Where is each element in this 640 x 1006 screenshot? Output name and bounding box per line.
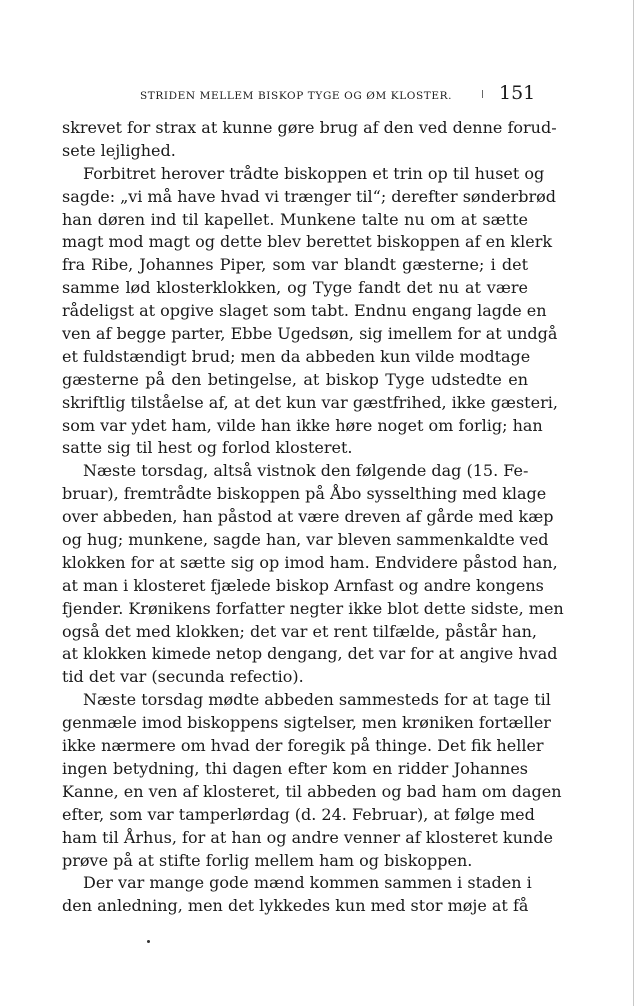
text-line: Der var mange gode mænd kommen sammen i staden i <box>83 873 532 893</box>
text-line: Kanne, en ven af klosteret, til abbeden og bad ham om dagen <box>62 781 562 801</box>
page-number: 151 <box>499 82 536 104</box>
text-line: og hug; munkene, sagde han, var bleven sammenkaldte ved <box>62 530 549 550</box>
body-text <box>62 117 564 918</box>
text-line: rådeligst at opgive slaget som tabt. Endnu engang lagde en <box>62 301 547 321</box>
text-line: efter, som var tamperlørdag (d. 24. Februar), at følge med <box>62 804 535 824</box>
text-line: gæsterne på den betingelse, at biskop Tyge udstedte en <box>62 369 528 389</box>
text-line: som var ydet ham, vilde han ikke høre noget om forlig; han <box>62 415 543 435</box>
text-line: prøve på at stifte forlig mellem ham og biskoppen. <box>62 850 473 870</box>
text-line: også det med klokken; det var et rent tilfælde, påstår han, <box>62 621 538 641</box>
text-line: genmæle imod biskoppens sigtelser, men krøniken fortæller <box>62 713 551 733</box>
text-line: ikke nærmere om hvad der foregik på thinge. Det fik heller <box>62 736 544 756</box>
running-head: STRIDEN MELLEM BISKOP TYGE OG ØM KLOSTER. <box>140 90 453 102</box>
text-line: Næste torsdag mødte abbeden sammesteds for at tage til <box>83 690 551 710</box>
text-line: den anledning, men det lykkedes kun med stor møje at få <box>62 896 529 916</box>
text-line: et fuldstændigt brud; men da abbeden kun vilde modtage <box>62 346 531 366</box>
text-line: magt mod magt og dette blev berettet biskoppen af en klerk <box>62 232 553 252</box>
printer-mark <box>147 940 150 943</box>
header-mark <box>482 90 483 98</box>
text-line: skrevet for strax at kunne gøre brug af den ved denne forud- <box>62 118 557 137</box>
text-line: ham til Århus, for at han og andre venner af klosteret kunde <box>62 827 553 847</box>
text-line: at man i klosteret fjælede biskop Arnfast og andre kongens <box>62 575 544 595</box>
page-edge-rule <box>633 0 634 1006</box>
text-line: ven af begge parter, Ebbe Ugedsøn, sig imellem for at undgå <box>62 324 558 344</box>
text-line: klokken for at sætte sig op imod ham. Endvidere påstod han, <box>62 552 558 572</box>
text-line: Forbitret herover trådte biskoppen et trin op til huset og <box>83 163 545 183</box>
text-line: fra Ribe, Johannes Piper, som var blandt gæsterne; i det <box>62 255 528 275</box>
text-line: han døren ind til kapellet. Munkene talte nu om at sætte <box>62 209 528 229</box>
text-line: samme lød klosterklokken, og Tyge fandt det nu at være <box>62 278 528 298</box>
text-line: bruar), fremtrådte biskoppen på Åbo sysselthing med klage <box>62 484 547 504</box>
text-line: satte sig til hest og forlod klosteret. <box>62 438 353 458</box>
text-line: over abbeden, han påstod at være dreven af gårde med kæp <box>62 507 554 527</box>
text-line: fjender. Krønikens forfatter negter ikke blot dette sidste, men <box>62 598 564 618</box>
text-line: at klokken kimede netop dengang, det var for at angive hvad <box>62 644 558 664</box>
text-line: Næste torsdag, altså vistnok den følgende dag (15. Fe- <box>83 461 529 481</box>
text-line: sagde: „vi må have hvad vi trænger til“; derefter sønderbrød <box>62 186 556 206</box>
text-line: skriftlig tilståelse af, at det kun var gæstfrihed, ikke gæsteri, <box>62 392 558 412</box>
text-line: sete lejlighed. <box>62 140 176 160</box>
text-line: ingen betydning, thi dagen efter kom en ridder Johannes <box>62 758 528 778</box>
text-line: tid det var (secunda refectio). <box>62 667 304 687</box>
